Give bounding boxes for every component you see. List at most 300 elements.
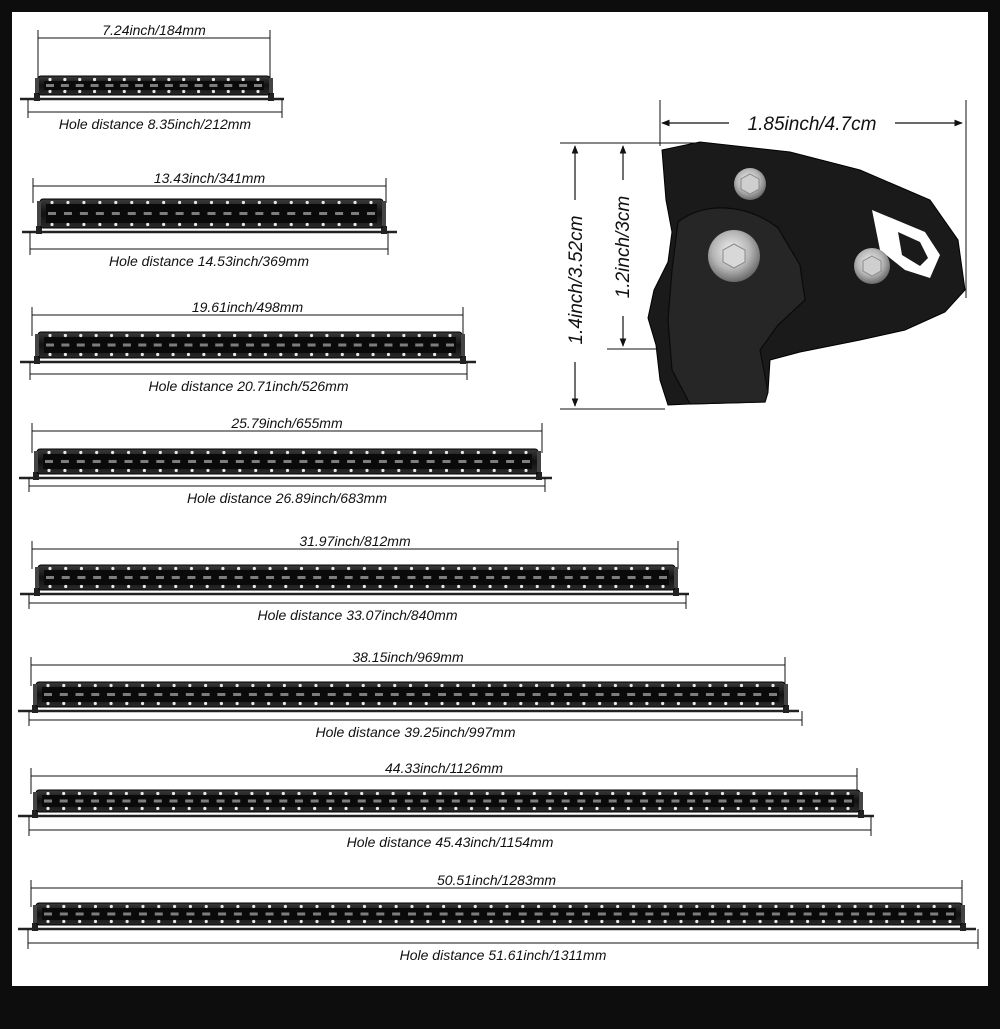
led-screw-bottom xyxy=(146,223,149,226)
led-chip xyxy=(436,800,444,803)
led-screw-top xyxy=(316,567,319,570)
led-screw-top xyxy=(157,905,160,908)
led-screw-bottom xyxy=(346,702,349,705)
led-chip xyxy=(486,576,494,579)
led-screw-top xyxy=(569,905,572,908)
led-screw-bottom xyxy=(218,353,221,356)
led-chip xyxy=(737,693,745,696)
led-screw-bottom xyxy=(632,920,635,923)
led-screw-top xyxy=(174,567,177,570)
led-screw-bottom xyxy=(141,353,144,356)
led-chip xyxy=(91,800,99,803)
led-screw-bottom xyxy=(838,920,841,923)
led-screw-top xyxy=(524,451,527,454)
led-chip xyxy=(232,800,240,803)
led-screw-top xyxy=(284,905,287,908)
led-chip xyxy=(287,212,295,215)
led-screw-top xyxy=(378,567,381,570)
led-screw-top xyxy=(108,78,111,81)
hole-distance-label: Hole distance 26.89inch/683mm xyxy=(186,490,388,506)
led-screw-top xyxy=(410,567,413,570)
led-screw-top xyxy=(350,451,353,454)
led-chip xyxy=(533,576,541,579)
led-screw-bottom xyxy=(252,920,255,923)
led-screw-bottom xyxy=(705,807,708,810)
led-screw-bottom xyxy=(206,585,209,588)
led-screw-top xyxy=(173,905,176,908)
led-screw-top xyxy=(95,334,98,337)
led-screw-top xyxy=(48,567,51,570)
led-chip xyxy=(343,693,351,696)
led-screw-bottom xyxy=(395,920,398,923)
led-screw-top xyxy=(743,905,746,908)
led-chip xyxy=(367,212,375,215)
led-screw-top xyxy=(210,201,213,204)
led-chip xyxy=(455,576,463,579)
led-chip xyxy=(154,693,162,696)
led-chip xyxy=(248,800,256,803)
led-screw-bottom xyxy=(237,585,240,588)
led-chip xyxy=(315,460,323,463)
led-chip xyxy=(546,800,554,803)
led-chip xyxy=(218,913,226,916)
led-screw-top xyxy=(853,905,856,908)
led-screw-bottom xyxy=(598,702,601,705)
led-screw-bottom xyxy=(799,807,802,810)
led-screw-top xyxy=(790,905,793,908)
end-cap-left xyxy=(34,451,38,472)
led-chip xyxy=(282,576,290,579)
led-screw-bottom xyxy=(933,920,936,923)
led-chip xyxy=(154,344,162,347)
led-screw-top xyxy=(46,792,49,795)
led-screw-bottom xyxy=(648,920,651,923)
led-screw-top xyxy=(282,792,285,795)
led-screw-top xyxy=(457,567,460,570)
led-screw-top xyxy=(256,78,259,81)
hole-distance-label: Hole distance 14.53inch/369mm xyxy=(108,253,310,269)
led-screw-top xyxy=(322,201,325,204)
bracket-width-label: 1.85inch/4.7cm xyxy=(747,114,877,135)
led-screw-top xyxy=(598,684,601,687)
led-screw-top xyxy=(583,567,586,570)
led-chip xyxy=(369,344,377,347)
led-screw-bottom xyxy=(441,585,444,588)
led-chip xyxy=(77,460,85,463)
led-screw-bottom xyxy=(46,920,49,923)
led-screw-bottom xyxy=(63,469,66,472)
led-screw-bottom xyxy=(167,90,170,93)
led-screw-top xyxy=(799,792,802,795)
led-screw-top xyxy=(252,905,255,908)
led-screw-top xyxy=(187,334,190,337)
hole-distance-label: Hole distance 51.61inch/1311mm xyxy=(399,947,607,963)
led-chip xyxy=(614,913,622,916)
led-screw-bottom xyxy=(63,90,66,93)
led-screw-top xyxy=(815,792,818,795)
led-chip xyxy=(250,913,258,916)
led-screw-bottom xyxy=(391,807,394,810)
led-chip xyxy=(297,576,305,579)
led-screw-top xyxy=(238,451,241,454)
led-screw-top xyxy=(62,905,65,908)
led-chip xyxy=(781,800,789,803)
led-screw-top xyxy=(784,792,787,795)
led-screw-bottom xyxy=(111,585,114,588)
led-screw-bottom xyxy=(505,920,508,923)
led-screw-top xyxy=(595,792,598,795)
led-screw-top xyxy=(157,684,160,687)
led-screw-bottom xyxy=(47,469,50,472)
led-screw-top xyxy=(397,451,400,454)
led-chip xyxy=(112,212,120,215)
led-screw-bottom xyxy=(393,702,396,705)
led-chip xyxy=(769,693,777,696)
led-screw-top xyxy=(221,567,224,570)
bar-length-label: 44.33inch/1126mm xyxy=(384,760,504,776)
led-screw-bottom xyxy=(658,807,661,810)
led-chip xyxy=(740,913,748,916)
led-screw-bottom xyxy=(254,469,257,472)
led-screw-top xyxy=(175,451,178,454)
led-chip xyxy=(331,460,339,463)
led-chip xyxy=(76,693,84,696)
led-screw-top xyxy=(429,451,432,454)
led-screw-top xyxy=(94,684,97,687)
led-screw-bottom xyxy=(125,702,128,705)
led-screw-top xyxy=(114,201,117,204)
led-screw-bottom xyxy=(64,585,67,588)
led-screw-top xyxy=(315,905,318,908)
led-chip xyxy=(347,460,355,463)
led-screw-top xyxy=(363,567,366,570)
led-chip xyxy=(186,693,194,696)
led-screw-top xyxy=(409,684,412,687)
led-chip xyxy=(643,693,651,696)
led-screw-top xyxy=(885,905,888,908)
led-screw-bottom xyxy=(188,807,191,810)
led-screw-bottom xyxy=(630,585,633,588)
led-screw-top xyxy=(219,792,222,795)
led-screw-top xyxy=(203,792,206,795)
led-screw-bottom xyxy=(458,920,461,923)
led-chip xyxy=(408,576,416,579)
led-screw-bottom xyxy=(127,585,130,588)
led-chip xyxy=(844,800,852,803)
light-bar-lens xyxy=(44,570,669,585)
led-screw-bottom xyxy=(108,90,111,93)
led-chip xyxy=(335,212,343,215)
bar-length-label: 25.79inch/655mm xyxy=(231,415,343,431)
led-screw-bottom xyxy=(341,353,344,356)
led-chip xyxy=(693,913,701,916)
led-screw-bottom xyxy=(205,920,208,923)
led-screw-bottom xyxy=(524,469,527,472)
led-screw-bottom xyxy=(724,702,727,705)
led-chip xyxy=(580,576,588,579)
led-screw-top xyxy=(387,334,390,337)
led-chip xyxy=(264,800,272,803)
led-screw-top xyxy=(426,905,429,908)
led-chip xyxy=(60,693,68,696)
led-screw-bottom xyxy=(274,223,277,226)
led-screw-bottom xyxy=(210,223,213,226)
led-chip xyxy=(640,800,648,803)
led-screw-top xyxy=(152,78,155,81)
led-screw-bottom xyxy=(227,90,230,93)
led-chip xyxy=(788,913,796,916)
led-screw-bottom xyxy=(204,702,207,705)
led-chip xyxy=(60,913,68,916)
led-screw-bottom xyxy=(79,469,82,472)
led-chip xyxy=(455,913,463,916)
led-chip xyxy=(358,800,366,803)
led-chip xyxy=(169,800,177,803)
led-screw-top xyxy=(768,792,771,795)
led-screw-bottom xyxy=(158,585,161,588)
led-chip xyxy=(235,576,243,579)
led-chip xyxy=(192,212,200,215)
led-screw-bottom xyxy=(173,920,176,923)
led-screw-top xyxy=(679,905,682,908)
led-screw-bottom xyxy=(433,353,436,356)
led-screw-top xyxy=(599,567,602,570)
led-screw-top xyxy=(127,451,130,454)
led-screw-bottom xyxy=(756,702,759,705)
led-screw-bottom xyxy=(410,585,413,588)
led-chip xyxy=(766,800,774,803)
led-chip xyxy=(431,344,439,347)
led-screw-bottom xyxy=(325,353,328,356)
led-chip xyxy=(772,913,780,916)
led-chip xyxy=(202,693,210,696)
led-chip xyxy=(202,913,210,916)
led-screw-bottom xyxy=(313,807,316,810)
led-chip xyxy=(165,84,173,87)
led-screw-bottom xyxy=(282,807,285,810)
led-chip xyxy=(661,913,669,916)
led-chip xyxy=(215,344,223,347)
led-chip xyxy=(566,913,574,916)
led-screw-bottom xyxy=(96,585,99,588)
led-chip xyxy=(139,693,147,696)
light-bar-8 xyxy=(18,872,978,963)
led-screw-bottom xyxy=(394,585,397,588)
led-screw-bottom xyxy=(162,223,165,226)
led-screw-bottom xyxy=(488,702,491,705)
led-chip xyxy=(328,693,336,696)
led-screw-top xyxy=(425,684,428,687)
led-chip xyxy=(562,800,570,803)
led-screw-bottom xyxy=(371,353,374,356)
end-cap-right xyxy=(382,201,386,226)
led-screw-top xyxy=(202,334,205,337)
end-cap-left xyxy=(35,567,39,588)
led-screw-bottom xyxy=(203,807,206,810)
led-screw-top xyxy=(178,201,181,204)
led-screw-top xyxy=(489,567,492,570)
led-chip xyxy=(284,460,292,463)
led-chip xyxy=(156,576,164,579)
led-chip xyxy=(515,800,523,803)
led-chip xyxy=(313,576,321,579)
led-chip xyxy=(470,693,478,696)
led-chip xyxy=(279,800,287,803)
led-screw-bottom xyxy=(425,702,428,705)
led-screw-top xyxy=(109,792,112,795)
led-screw-bottom xyxy=(917,920,920,923)
led-screw-top xyxy=(138,78,141,81)
led-chip xyxy=(930,913,938,916)
led-screw-top xyxy=(253,567,256,570)
led-chip xyxy=(671,800,679,803)
led-chip xyxy=(376,913,384,916)
led-screw-top xyxy=(236,684,239,687)
led-screw-top xyxy=(310,334,313,337)
led-chip xyxy=(470,576,478,579)
led-screw-bottom xyxy=(363,585,366,588)
led-screw-bottom xyxy=(171,353,174,356)
led-screw-bottom xyxy=(426,585,429,588)
led-chip xyxy=(160,212,168,215)
bolt-upper-hex xyxy=(741,174,759,194)
led-chip xyxy=(109,460,117,463)
led-screw-top xyxy=(677,684,680,687)
led-screw-top xyxy=(143,567,146,570)
led-screw-top xyxy=(533,792,536,795)
led-screw-bottom xyxy=(630,702,633,705)
led-screw-top xyxy=(461,451,464,454)
led-chip xyxy=(184,344,192,347)
led-screw-bottom xyxy=(611,807,614,810)
led-screw-bottom xyxy=(376,807,379,810)
led-screw-top xyxy=(242,78,245,81)
led-screw-bottom xyxy=(123,90,126,93)
led-screw-top xyxy=(93,792,96,795)
led-chip xyxy=(659,576,667,579)
led-screw-bottom xyxy=(302,469,305,472)
led-screw-bottom xyxy=(220,920,223,923)
led-screw-bottom xyxy=(519,702,522,705)
led-screw-top xyxy=(567,567,570,570)
led-chip xyxy=(384,344,392,347)
led-screw-bottom xyxy=(78,920,81,923)
led-screw-bottom xyxy=(315,920,318,923)
led-screw-bottom xyxy=(156,807,159,810)
led-screw-top xyxy=(346,684,349,687)
led-screw-top xyxy=(146,201,149,204)
led-screw-bottom xyxy=(94,702,97,705)
led-screw-top xyxy=(205,905,208,908)
led-chip xyxy=(123,344,131,347)
led-screw-top xyxy=(268,905,271,908)
led-screw-top xyxy=(266,792,269,795)
led-screw-bottom xyxy=(110,353,113,356)
led-screw-bottom xyxy=(236,702,239,705)
led-screw-bottom xyxy=(220,702,223,705)
led-screw-bottom xyxy=(721,807,724,810)
led-chip xyxy=(46,344,54,347)
led-screw-bottom xyxy=(264,353,267,356)
led-screw-top xyxy=(470,792,473,795)
led-chip xyxy=(169,344,177,347)
led-screw-top xyxy=(283,684,286,687)
led-screw-top xyxy=(454,792,457,795)
led-screw-top xyxy=(521,905,524,908)
led-chip xyxy=(690,693,698,696)
led-chip xyxy=(392,913,400,916)
led-screw-bottom xyxy=(141,702,144,705)
led-screw-top xyxy=(237,567,240,570)
led-screw-bottom xyxy=(66,223,69,226)
led-screw-bottom xyxy=(268,920,271,923)
led-chip xyxy=(46,576,54,579)
led-chip xyxy=(329,913,337,916)
led-screw-bottom xyxy=(356,353,359,356)
led-screw-bottom xyxy=(486,807,489,810)
led-screw-bottom xyxy=(222,469,225,472)
led-screw-top xyxy=(220,905,223,908)
led-screw-top xyxy=(439,792,442,795)
led-screw-bottom xyxy=(194,223,197,226)
led-chip xyxy=(598,913,606,916)
led-chip xyxy=(319,212,327,215)
led-chip xyxy=(128,212,136,215)
led-screw-bottom xyxy=(127,469,130,472)
led-screw-top xyxy=(344,792,347,795)
led-screw-bottom xyxy=(454,807,457,810)
led-chip xyxy=(627,693,635,696)
led-screw-bottom xyxy=(64,353,67,356)
led-screw-bottom xyxy=(141,807,144,810)
led-screw-top xyxy=(46,684,49,687)
led-chip xyxy=(345,576,353,579)
led-screw-top xyxy=(222,451,225,454)
led-screw-bottom xyxy=(82,223,85,226)
led-screw-top xyxy=(630,567,633,570)
led-screw-top xyxy=(771,684,774,687)
led-chip xyxy=(292,344,300,347)
led-screw-top xyxy=(537,905,540,908)
led-screw-top xyxy=(233,334,236,337)
led-screw-bottom xyxy=(236,920,239,923)
led-chip xyxy=(172,576,180,579)
hole-distance-label: Hole distance 8.35inch/212mm xyxy=(58,116,252,132)
led-screw-top xyxy=(141,684,144,687)
led-chip xyxy=(611,693,619,696)
led-screw-top xyxy=(318,451,321,454)
led-screw-top xyxy=(313,792,316,795)
led-screw-bottom xyxy=(95,353,98,356)
led-chip xyxy=(296,693,304,696)
led-screw-bottom xyxy=(297,807,300,810)
led-screw-top xyxy=(297,792,300,795)
led-screw-bottom xyxy=(752,807,755,810)
led-screw-top xyxy=(62,792,65,795)
light-bar-4 xyxy=(19,415,552,506)
led-screw-bottom xyxy=(295,353,298,356)
led-screw-bottom xyxy=(901,920,904,923)
led-screw-top xyxy=(141,905,144,908)
led-screw-top xyxy=(274,201,277,204)
led-chip xyxy=(375,693,383,696)
led-chip xyxy=(499,800,507,803)
led-screw-top xyxy=(933,905,936,908)
led-chip xyxy=(217,693,225,696)
led-screw-top xyxy=(204,684,207,687)
led-screw-bottom xyxy=(695,920,698,923)
led-screw-bottom xyxy=(693,702,696,705)
